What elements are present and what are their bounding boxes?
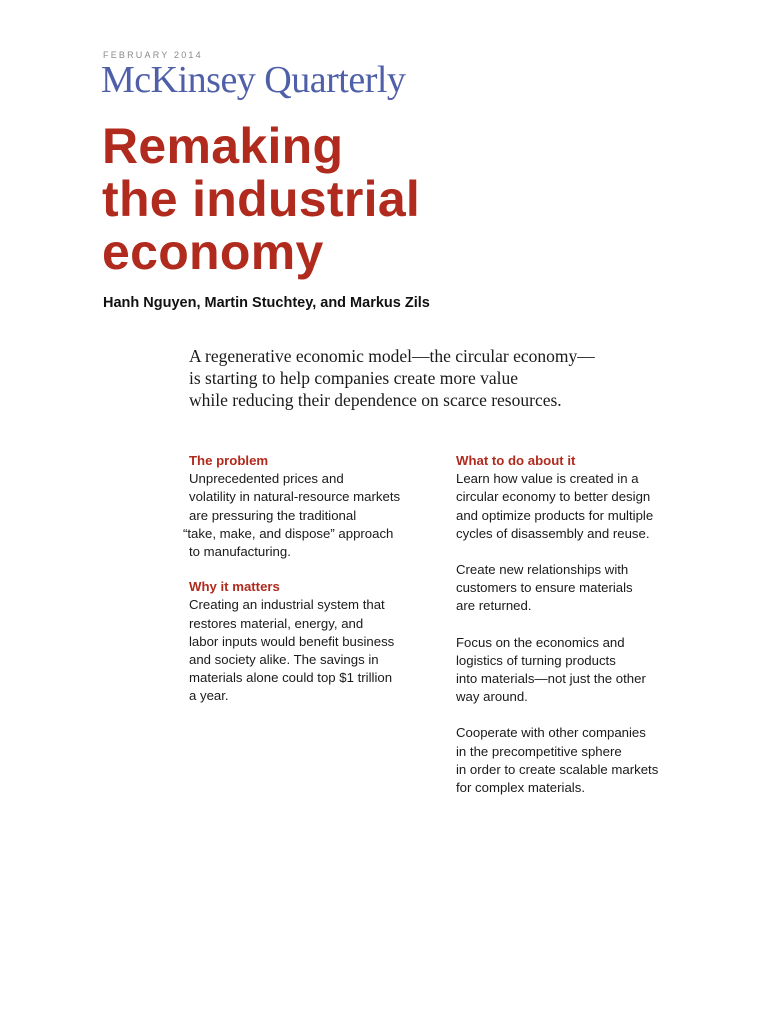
action-paragraph xyxy=(456,470,716,543)
body-line: customers to ensure materials xyxy=(456,580,633,596)
body-line: Creating an industrial system that xyxy=(189,597,385,613)
body-line: and society alike. The savings in xyxy=(189,652,379,668)
body-line: way around. xyxy=(456,689,528,705)
body-line: Unprecedented prices and xyxy=(189,471,344,487)
body-line: Create new relationships with xyxy=(456,562,629,578)
body-line: restores material, energy, and xyxy=(189,615,364,631)
body-line: and optimize products for multiple xyxy=(456,507,654,523)
dek-line: A regenerative economic model—the circular economy— xyxy=(189,346,595,366)
article-title xyxy=(102,120,420,279)
dek-line: is starting to help companies create more value xyxy=(189,368,518,388)
summary-right-column xyxy=(456,452,716,815)
body-line: volatility in natural-resource markets xyxy=(189,489,401,505)
body-line: Focus on the economics and xyxy=(456,634,625,650)
problem-section xyxy=(183,452,444,561)
masthead-logo: McKinsey Quarterly xyxy=(101,59,406,101)
title-line: the industrial xyxy=(102,171,421,227)
author-byline: Hanh Nguyen, Martin Stuchtey, and Markus Zils xyxy=(103,295,430,311)
body-line: in the precompetitive sphere xyxy=(456,743,622,759)
body-line: are returned. xyxy=(456,598,532,614)
body-line: are pressuring the traditional xyxy=(189,507,357,523)
body-line: cycles of disassembly and reuse. xyxy=(456,525,650,541)
section-heading-problem: The problem xyxy=(189,453,269,468)
action-paragraph xyxy=(456,724,716,797)
body-line: into materials—not just the other xyxy=(456,671,646,687)
body-line: a year. xyxy=(189,688,229,704)
issue-date: FEBRUARY 2014 xyxy=(103,50,203,60)
body-line: for complex materials. xyxy=(456,780,585,796)
title-line: Remaking xyxy=(102,118,344,174)
summary-left-column xyxy=(183,452,444,723)
body-line: in order to create scalable markets xyxy=(456,761,659,777)
body-line: Cooperate with other companies xyxy=(456,725,646,741)
body-line: to manufacturing. xyxy=(189,544,291,560)
action-paragraph xyxy=(456,561,716,616)
body-line: labor inputs would benefit business xyxy=(189,633,395,649)
why-it-matters-section xyxy=(189,578,444,705)
article-dek xyxy=(189,345,709,411)
section-heading-why-it-matters: Why it matters xyxy=(189,579,280,595)
body-line: materials alone could top $1 trillion xyxy=(189,670,393,686)
body-line: logistics of turning products xyxy=(456,652,616,668)
section-heading-what-to-do: What to do about it xyxy=(456,453,576,468)
title-line: economy xyxy=(102,224,324,280)
body-line: circular economy to better design xyxy=(456,489,651,505)
action-paragraph xyxy=(456,634,716,707)
body-line: Learn how value is created in a xyxy=(456,471,639,487)
body-line: “take, make, and dispose” approach xyxy=(183,525,394,541)
dek-line: while reducing their dependence on scarce resources. xyxy=(189,390,562,410)
